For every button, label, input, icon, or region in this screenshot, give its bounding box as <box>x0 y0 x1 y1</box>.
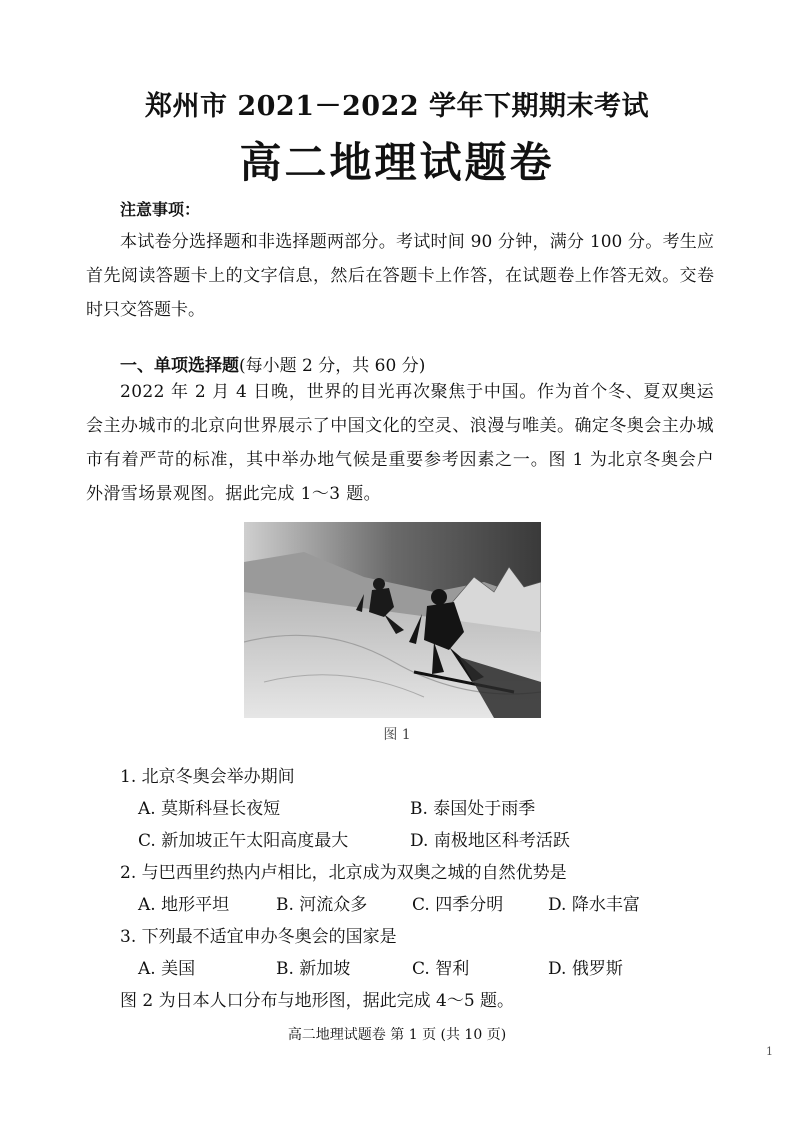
q3-option-b: B. 新加坡 <box>276 959 351 979</box>
q2-option-b: B. 河流众多 <box>276 895 368 915</box>
q1-option-b: B. 泰国处于雨季 <box>410 799 536 819</box>
q3-option-d: D. 俄罗斯 <box>548 959 623 979</box>
q3-option-c: C. 智利 <box>412 959 470 979</box>
exam-title: 郑州市 2021－2022 学年下期期末考试 <box>144 91 650 122</box>
page-footer: 高二地理试题卷 第 1 页 (共 10 页) <box>287 1027 507 1043</box>
section-title: 一、单项选择题 <box>120 356 239 376</box>
section-note: (每小题 2 分，共 60 分) <box>239 356 426 376</box>
q1-option-a: A. 莫斯科昼长夜短 <box>138 799 281 819</box>
question-3: 3. 下列最不适宜申办冬奥会的国家是 <box>120 927 397 947</box>
section-intro: 2022 年 2 月 4 日晚，世界的目光再次聚焦于中国。作为首个冬、夏双奥运会主办城市的北京向世界展示了中国文化的空灵、浪漫与唯美。确定冬奥会主办城市有着严苛的标准，其中举办地气候是重要参考因素之一。图 1 为北京冬奥会户外滑雪场景观图。据此完成 1～3 题。 <box>86 382 714 504</box>
next-question-intro: 图 2 为日本人口分布与地形图，据此完成 4～5 题。 <box>120 991 515 1011</box>
notice-text: 本试卷分选择题和非选择题两部分。考试时间 90 分钟，满分 100 分。考生应首先阅读答题卡上的文字信息，然后在答题卡上作答，在试题卷上作答无效。交卷时只交答题卡。 <box>86 232 714 320</box>
exam-subtitle: 高二地理试题卷 <box>239 138 555 187</box>
q3-option-a: A. 美国 <box>138 959 196 979</box>
notice-heading: 注意事项： <box>120 200 201 219</box>
section-heading <box>120 351 425 376</box>
figure-caption: 图 1 <box>383 727 411 743</box>
skiers-image <box>244 522 541 718</box>
q1-option-c: C. 新加坡正午太阳高度最大 <box>138 831 349 851</box>
q2-option-d: D. 降水丰富 <box>548 895 640 915</box>
question-2: 2. 与巴西里约热内卢相比，北京成为双奥之城的自然优势是 <box>120 863 567 883</box>
corner-page-mark: 1 <box>766 1045 773 1058</box>
q1-option-d: D. 南极地区科考活跃 <box>410 831 570 851</box>
ski-photo <box>244 522 541 718</box>
q2-option-c: C. 四季分明 <box>412 895 504 915</box>
q2-option-a: A. 地形平坦 <box>138 895 230 915</box>
question-1: 1. 北京冬奥会举办期间 <box>120 767 295 787</box>
